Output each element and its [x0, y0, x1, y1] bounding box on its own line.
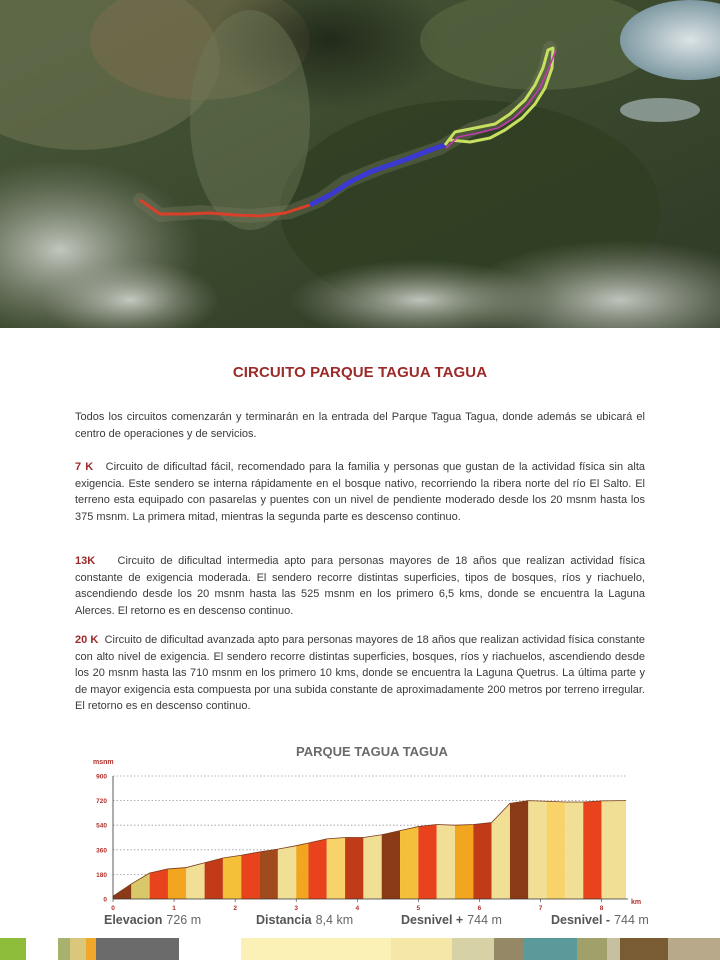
elevation-band: [131, 873, 149, 899]
x-tick-label: 5: [416, 905, 421, 912]
elevation-band: [565, 802, 583, 899]
circuit-13k-paragraph: [75, 553, 645, 619]
stat-label-elevacion: Elevacion: [104, 913, 163, 927]
footer-color-block: [577, 938, 607, 960]
elevation-band: [602, 801, 626, 899]
x-tick-label: 4: [355, 905, 360, 912]
svg-text:Elevacion726 m: [104, 913, 201, 927]
elevation-profile-chart: [80, 738, 660, 930]
x-tick-label: 8: [599, 905, 604, 912]
elevation-band: [168, 868, 186, 899]
footer-color-block: [524, 938, 577, 960]
x-tick-label: 1: [172, 905, 176, 912]
x-tick-label: 6: [477, 905, 482, 912]
circuit-description: Circuito de dificultad avanzada apto para personas mayores de 18 años que realizan actividad física constante con alto nivel de exigencia. El sendero recorre distintas superficies, bosques, ríos y riachuelos, ascendiendo desde los 20 msnm hasta las 710 msnm en los primero 10 kms, donde se encuentra la Laguna Quetrus. La última parte y de mayor exigencia esta compuesta por una subida constante de aproximadamente 200 metros por terreno irregular. El retorno es en descenso continuo.: [75, 634, 645, 712]
svg-text:Distancia8,4 km: [256, 913, 353, 927]
footer-color-block: [620, 938, 667, 960]
elevation-band: [437, 825, 455, 899]
footer-color-block: [0, 938, 26, 960]
chart-title: PARQUE TAGUA TAGUA: [296, 744, 448, 759]
aerial-route-map: [0, 0, 720, 328]
footer-color-block: [391, 938, 452, 960]
footer-color-strip: [0, 938, 720, 960]
elevation-band: [583, 801, 601, 899]
y-axis-label: msnm: [93, 759, 114, 766]
circuit-label: 13K: [75, 555, 96, 567]
elevation-band: [223, 855, 241, 899]
x-tick-label: 7: [538, 905, 543, 912]
stats-row: [104, 913, 649, 927]
elevation-band: [205, 858, 223, 899]
elevation-band: [260, 849, 278, 899]
circuit-label: 20 K: [75, 634, 99, 646]
circuit-description: Circuito de dificultad fácil, recomendado para la familia y personas que gustan de la actividad física sin alta exigencia. Este sendero se interna rápidamente en el bosque nativo, recorriendo la ribera norte del río El Salto. El terreno esta equipado con pasarelas y puentes con un nivel de pendiente moderado desde los 20 msnm hasta los 375 msnm. La primera mitad, mientras la segunda parte es descenso continuo.: [75, 461, 645, 523]
y-tick-label: 0: [103, 896, 107, 904]
elevation-band: [150, 869, 168, 899]
footer-color-block: [179, 938, 241, 960]
x-tick-label: 2: [233, 905, 237, 912]
page-title: CIRCUITO PARQUE TAGUA TAGUA: [232, 364, 488, 381]
stat-value-distancia: 8,4 km: [315, 913, 354, 927]
y-tick-label: 360: [96, 847, 107, 855]
footer-color-block: [58, 938, 70, 960]
stat-value-desnivel-plus: 744 m: [467, 913, 502, 927]
footer-color-block: [494, 938, 524, 960]
elevation-band: [278, 846, 296, 899]
y-tick-label: 720: [96, 798, 107, 806]
svg-text:Desnivel -744 m: [551, 913, 649, 927]
elevation-band: [308, 839, 326, 899]
footer-color-block: [668, 938, 720, 960]
x-axis-label: km: [631, 899, 642, 906]
elevation-band: [186, 863, 204, 899]
elevation-band: [382, 831, 400, 899]
y-tick-label: 900: [96, 773, 107, 781]
stat-label-desnivel-minus: Desnivel -: [551, 913, 611, 927]
footer-color-block: [70, 938, 86, 960]
elevation-band: [241, 852, 259, 899]
x-tick-label: 3: [294, 905, 299, 912]
footer-color-block: [96, 938, 179, 960]
elevation-band: [363, 835, 381, 899]
elevation-band: [345, 838, 363, 900]
circuit-label: 7 K: [75, 461, 94, 473]
elevation-band: [547, 801, 565, 899]
stat-label-desnivel-plus: Desnivel +: [401, 913, 464, 927]
elevation-band: [296, 843, 308, 899]
elevation-band: [492, 803, 510, 899]
elevation-band: [400, 827, 418, 899]
y-tick-label: 540: [96, 822, 107, 830]
footer-color-block: [452, 938, 494, 960]
circuit-7k-paragraph: [75, 459, 645, 525]
elevation-band: [510, 801, 528, 899]
elevation-band: [418, 825, 436, 899]
x-tick-label: 0: [111, 905, 115, 912]
footer-color-block: [607, 938, 621, 960]
footer-color-block: [241, 938, 391, 960]
y-tick-label: 180: [96, 871, 107, 879]
footer-color-block: [26, 938, 59, 960]
stat-label-distancia: Distancia: [256, 913, 312, 927]
elevation-band: [327, 838, 345, 900]
svg-text:Desnivel +744 m: [401, 913, 502, 927]
footer-color-block: [86, 938, 96, 960]
elevation-band: [455, 825, 473, 899]
circuit-20k-paragraph: [75, 632, 645, 715]
intro-paragraph: Todos los circuitos comenzarán y terminarán en la entrada del Parque Tagua Tagua, donde además se ubicará el centro de operaciones y de servicios.: [75, 411, 645, 440]
elevation-band: [528, 801, 546, 899]
circuit-description: Circuito de dificultad intermedia apto para personas mayores de 18 años que realizan actividad física constante de exigencia moderada. El sendero recorre distintas superficies, tipos de bosques, ríos y riachuelo, ascendiendo desde los 20 msnm hasta las 525 msnm en los primero 6,5 kms, donde se encuentra la Laguna Alerces. El retorno es en descenso continuo.: [75, 555, 645, 617]
stat-value-elevacion: 726 m: [166, 913, 202, 927]
stat-value-desnivel-minus: 744 m: [614, 913, 649, 927]
elevation-band: [473, 822, 491, 899]
